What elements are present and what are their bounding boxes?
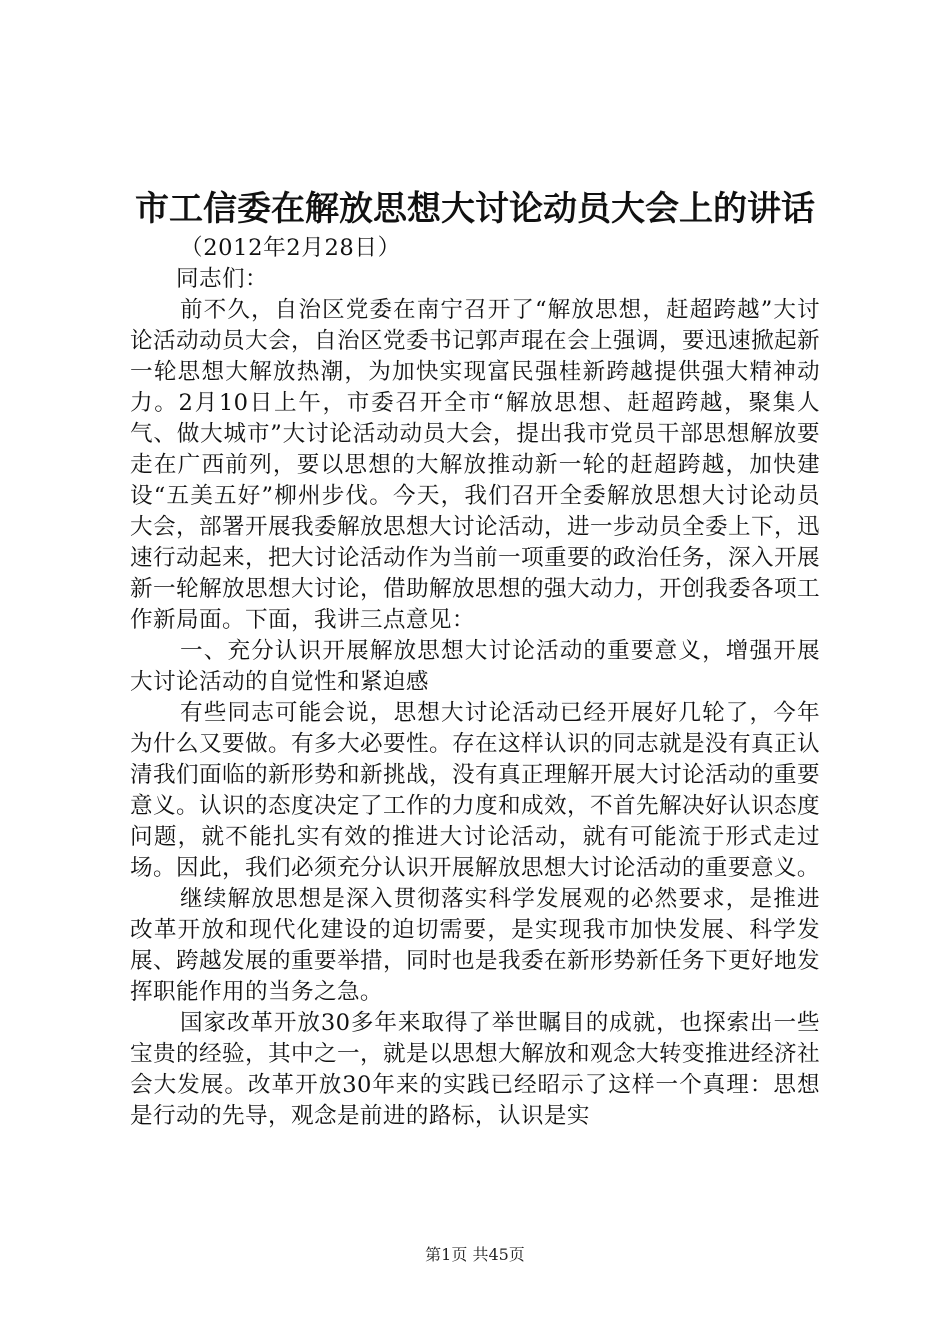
- document-title: 市工信委在解放思想大讨论动员大会上的讲话: [135, 189, 815, 229]
- paragraph-intro: 前不久，自治区党委在南宁召开了“解放思想，赶超跨越”大讨论活动动员大会，自治区党委书记郭声琨在会上强调，要迅速掀起新一轮思想大解放热潮，为加快实现富民强桂新跨越提供强大精神动力。2月10日上午，市委召开全市“解放思想、赶超跨越，聚集人气、做大城市”大讨论活动动员大会，提出我市党员干部思想解放要走在广西前列，要以思想的大解放推动新一轮的赶超跨越，加快建设“五美五好”柳州步伐。今天，我们召开全委解放思想大讨论动员大会，部署开展我委解放思想大讨论活动，进一步动员全委上下，迅速行动起来，把大讨论活动作为当前一项重要的政治任务，深入开展新一轮解放思想大讨论，借助解放思想的强大动力，开创我委各项工作新局面。下面，我讲三点意见：: [130, 297, 820, 633]
- speech-date: （2012年2月28日）: [180, 235, 401, 261]
- document-body: [130, 233, 820, 1132]
- paragraph: 国家改革开放30多年来取得了举世瞩目的成就，也探索出一些宝贵的经验，其中之一，就是以思想大解放和观念大转变推进经济社会大发展。改革开放30年来的实践已经昭示了这样一个真理：思想是行动的先导，观念是前进的路标，认识是实: [130, 1010, 820, 1129]
- paragraph: 继续解放思想是深入贯彻落实科学发展观的必然要求，是推进改革开放和现代化建设的迫切需要，是实现我市加快发展、科学发展、跨越发展的重要举措，同时也是我委在新形势新任务下更好地发挥职能作用的当务之急。: [130, 886, 820, 1005]
- section-heading-1: 一、充分认识开展解放思想大讨论活动的重要意义，增强开展大讨论活动的自觉性和紧迫感: [130, 638, 820, 695]
- page-number-footer: 第1页 共45页: [425, 1245, 525, 1264]
- salutation: 同志们：: [176, 266, 268, 292]
- paragraph: 有些同志可能会说，思想大讨论活动已经开展好几轮了，今年为什么又要做。有多大必要性。存在这样认识的同志就是没有真正认清我们面临的新形势和新挑战，没有真正理解开展大讨论活动的重要意义。认识的态度决定了工作的力度和成效，不首先解决好认识态度问题，就不能扎实有效的推进大讨论活动，就有可能流于形式走过场。因此，我们必须充分认识开展解放思想大讨论活动的重要意义。: [130, 700, 820, 881]
